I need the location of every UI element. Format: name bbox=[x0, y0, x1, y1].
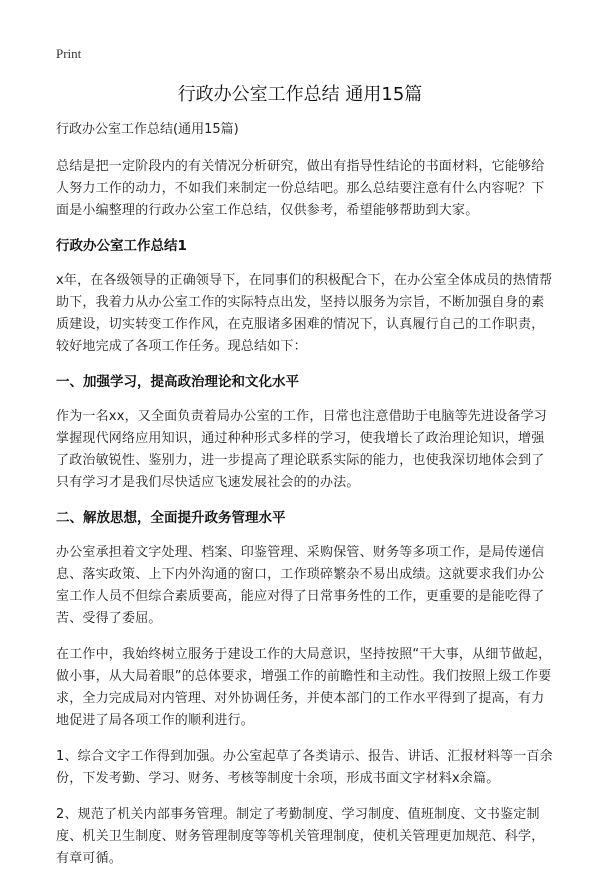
study-paragraph: 作为一名xx，又全面负责着局办公室的工作，日常也注意借助于电脑等先进设备学习掌握现代网络应用知识，通过种种形式多样的学习，使我增长了政治理论知识，增强了政治敏锐性、鉴别力，进一步提高了理论联系实际的能力，也使我深切地体会到了只有学习才是我们尽快适应飞速发展社会的的办法。 bbox=[56, 409, 547, 490]
document-subtitle: 行政办公室工作总结(通用15篇) bbox=[56, 122, 239, 137]
heading-study: 一、加强学习，提高政治理论和文化水平 bbox=[56, 374, 299, 390]
summary-1-opening-paragraph: x年，在各级领导的正确领导下，在同事们的积极配合下，在办公室全体成员的热情帮助下，我着力从办公室工作的实际特点出发，坚持以服务为宗旨，不断加强自身的素质建设，切实转变工作作风，在克服诸多困难的情况下，认真履行自己的工作职责，较好地完成了各项工作任务。现总结如下： bbox=[56, 273, 553, 354]
print-link[interactable]: Print bbox=[56, 46, 82, 61]
section-heading-summary-1: 行政办公室工作总结1 bbox=[56, 238, 187, 254]
intro-paragraph: 总结是把一定阶段内的有关情况分析研究，做出有指导性结论的书面材料，它能够给人努力工作的动力，不如我们来制定一份总结吧。那么总结要注意有什么内容呢？下面是小编整理的行政办公室工作总结，仅供参考，希望能够帮助到大家。 bbox=[56, 159, 545, 218]
article-body bbox=[56, 120, 556, 884]
internal-affairs-paragraph: 2、规范了机关内部事务管理。制定了考勤制度、学习制度、值班制度、文书鉴定制度、机关卫生制度、财务管理制度等等机关管理制度，使机关管理更加规范、科学，有章可循。 bbox=[56, 807, 545, 866]
management-paragraph-1: 办公室承担着文字处理、档案、印鉴管理、采购保管、财务等多项工作，是局传递信息、落实政策、上下内外沟通的窗口，工作琐碎繁杂不易出成绩。这就要求我们办公室工作人员不但综合素质要高，能应对得了日常事务性的工作，更重要的是能吃得了苦、受得了委屈。 bbox=[56, 545, 545, 626]
management-paragraph-2: 在工作中，我始终树立服务于建设工作的大局意识，坚持按照“干大事，从细节做起，做小事，从大局着眼”的总体要求，增强工作的前瞻性和主动性。我们按照上级工作要求，全力完成局对内管理、对外协调任务，并使本部门的工作水平得到了提高，有力地促进了局各项工作的顺利进行。 bbox=[56, 647, 552, 728]
writing-work-paragraph: 1、综合文字工作得到加强。办公室起草了各类请示、报告、讲话、汇报材料等一百余份，下发考勤、学习、财务、考核等制度十余项，形成书面文字材料x余篇。 bbox=[56, 749, 553, 786]
page-title: 行政办公室工作总结 通用15篇 bbox=[177, 84, 423, 105]
heading-management: 二、解放思想，全面提升政务管理水平 bbox=[56, 510, 286, 526]
